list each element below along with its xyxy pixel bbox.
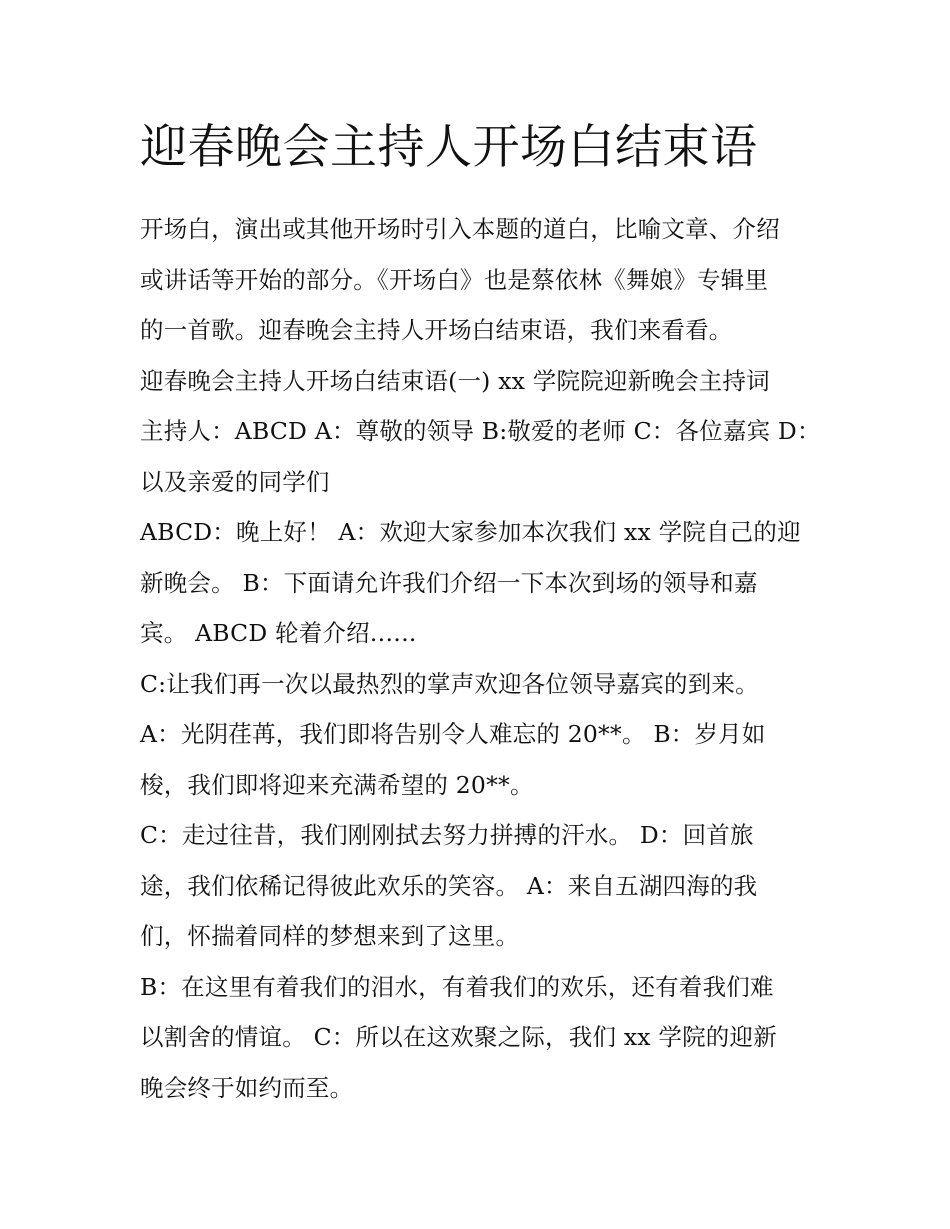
text-line: 的一首歌。迎春晚会主持人开场白结束语，我们来看看。 (140, 316, 733, 344)
paragraph (140, 356, 820, 407)
text-line: 以割舍的情谊。 C：所以在这欢聚之际，我们 xx 学院的迎新 (140, 1023, 777, 1051)
text-line: 以及亲爱的同学们 (140, 467, 330, 496)
text-line: 宾。 ABCD 轮着介绍.….. (140, 619, 417, 647)
text-line: 或讲话等开始的部分。《开场白》也是蔡依林《舞娘》专辑里 (140, 265, 769, 294)
text-line: 迎春晚会主持人开场白结束语(一) xx 学院院迎新晚会主持词 (140, 366, 770, 395)
document-body (140, 204, 820, 1113)
text-line: C：走过往昔，我们刚刚拭去努力拼搏的汗水。 D：回首旅 (140, 821, 754, 849)
document-page (140, 112, 820, 1113)
text-line: 们，怀揣着同样的梦想来到了这里。 (140, 922, 520, 950)
paragraph (140, 507, 820, 659)
text-line: ABCD：晚上好！ A：欢迎大家参加本次我们 xx 学院自己的迎 (140, 518, 801, 546)
paragraph (140, 810, 820, 962)
paragraph (140, 659, 820, 710)
text-line: 主持人：ABCD A：尊敬的领导 B:敬爱的老师 C：各位嘉宾 D： (140, 417, 821, 445)
paragraph (140, 709, 820, 810)
text-line: 晚会终于如约而至。 (140, 1073, 354, 1102)
text-line: B：在这里有着我们的泪水，有着我们的欢乐，还有着我们难 (140, 972, 774, 1001)
text-line: 新晚会。 B：下面请允许我们介绍一下本次到场的领导和嘉 (140, 568, 758, 597)
text-line: C:让我们再一次以最热烈的掌声欢迎各位领导嘉宾的到来。 (140, 669, 759, 698)
paragraph (140, 406, 820, 507)
paragraph (140, 204, 820, 356)
text-line: 开场白，演出或其他开场时引入本题的道白，比喻文章、介绍 (140, 215, 780, 243)
text-line: 梭，我们即将迎来充满希望的 20**。 (140, 770, 534, 799)
document-title: 迎春晚会主持人开场白结束语 (140, 120, 758, 175)
text-line: 途，我们依稀记得彼此欢乐的笑容。 A：来自五湖四海的我 (140, 871, 758, 900)
paragraph (140, 962, 820, 1114)
text-line: A：光阴荏苒，我们即将告别令人难忘的 20**。 B：岁月如 (140, 720, 766, 748)
